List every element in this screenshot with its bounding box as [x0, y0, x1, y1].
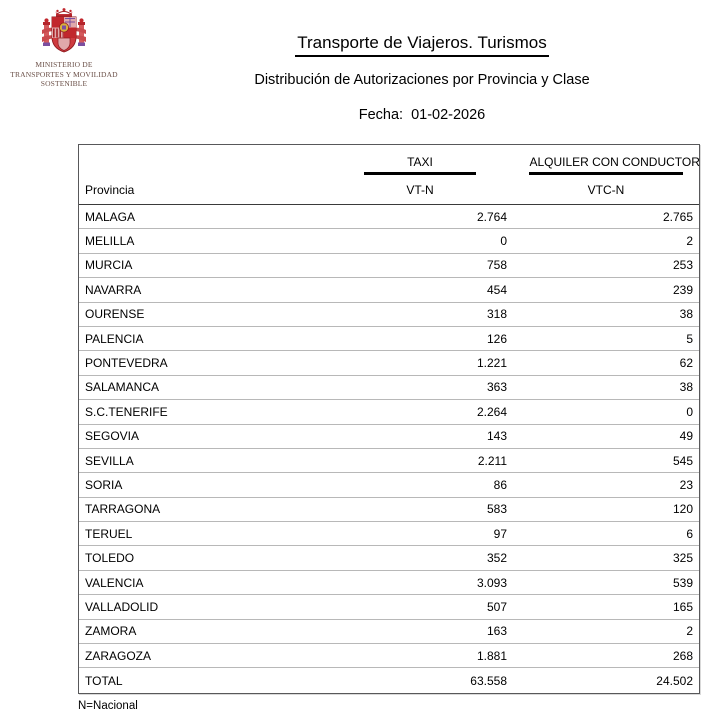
total-label: TOTAL [79, 668, 327, 694]
table-row [79, 424, 699, 448]
cell-vtc: 2 [513, 619, 699, 643]
cell-provincia: NAVARRA [79, 278, 327, 302]
cell-provincia: ZAMORA [79, 619, 327, 643]
cell-vtc: 5 [513, 326, 699, 350]
group-header-alquiler-label: ALQUILER CON CONDUCTOR [529, 155, 682, 175]
cell-vt: 583 [327, 497, 513, 521]
table-row [79, 473, 699, 497]
cell-vt: 2.764 [327, 205, 513, 229]
table-row [79, 619, 699, 643]
table-row [79, 375, 699, 399]
cell-provincia: ZARAGOZA [79, 644, 327, 668]
table-row [79, 644, 699, 668]
cell-provincia: SORIA [79, 473, 327, 497]
group-header-taxi-label: TAXI [364, 155, 475, 175]
cell-vtc: 23 [513, 473, 699, 497]
group-header-provincia [79, 145, 327, 176]
cell-provincia: TARRAGONA [79, 497, 327, 521]
column-header-vtc: VTC-N [513, 176, 699, 205]
table-row [79, 570, 699, 594]
cell-vt: 1.221 [327, 351, 513, 375]
table-row [79, 522, 699, 546]
cell-vt: 318 [327, 302, 513, 326]
cell-vtc: 38 [513, 302, 699, 326]
column-header-vt: VT-N [327, 176, 513, 205]
table-row [79, 546, 699, 570]
ministry-line-1: MINISTERIO DE [35, 60, 93, 69]
cell-vtc: 539 [513, 570, 699, 594]
table-row [79, 448, 699, 472]
cell-vt: 0 [327, 229, 513, 253]
total-vt: 63.558 [327, 668, 513, 694]
authorizations-table [79, 145, 699, 693]
cell-provincia: SALAMANCA [79, 375, 327, 399]
table-row [79, 497, 699, 521]
cell-vtc: 239 [513, 278, 699, 302]
cell-provincia: TERUEL [79, 522, 327, 546]
cell-vt: 97 [327, 522, 513, 546]
table-column-header-row [79, 176, 699, 205]
cell-vtc: 38 [513, 375, 699, 399]
letterhead [0, 4, 128, 89]
cell-vtc: 325 [513, 546, 699, 570]
cell-vt: 143 [327, 424, 513, 448]
cell-vtc: 253 [513, 253, 699, 277]
report-date-label: Fecha: [358, 107, 404, 123]
spain-coat-of-arms-icon [36, 4, 92, 60]
cell-vt: 163 [327, 619, 513, 643]
page-subtitle: Distribución de Autorizaciones por Provincia y Clase [254, 72, 590, 88]
table-foot [79, 668, 699, 694]
cell-vtc: 62 [513, 351, 699, 375]
cell-vtc: 2.765 [513, 205, 699, 229]
table-body [79, 205, 699, 668]
cell-provincia: TOLEDO [79, 546, 327, 570]
table-row [79, 253, 699, 277]
cell-vt: 1.881 [327, 644, 513, 668]
cell-provincia: MELILLA [79, 229, 327, 253]
cell-provincia: MURCIA [79, 253, 327, 277]
cell-provincia: VALENCIA [79, 570, 327, 594]
cell-vt: 2.264 [327, 400, 513, 424]
page-title: Transporte de Viajeros. Turismos [295, 33, 548, 57]
column-header-provincia: Provincia [79, 176, 327, 205]
cell-provincia: VALLADOLID [79, 595, 327, 619]
cell-vtc: 120 [513, 497, 699, 521]
document-header [128, 0, 716, 124]
cell-vt: 126 [327, 326, 513, 350]
cell-vt: 758 [327, 253, 513, 277]
table-row [79, 351, 699, 375]
table-row [79, 595, 699, 619]
cell-vtc: 545 [513, 448, 699, 472]
report-date-value: 01-02-2026 [411, 107, 486, 123]
table-row [79, 400, 699, 424]
table-row [79, 229, 699, 253]
cell-provincia: S.C.TENERIFE [79, 400, 327, 424]
table-row [79, 302, 699, 326]
report-date [128, 106, 716, 124]
cell-vtc: 2 [513, 229, 699, 253]
ministry-line-2: TRANSPORTES Y MOVILIDAD [10, 69, 118, 79]
cell-vtc: 165 [513, 595, 699, 619]
group-header-alquiler [513, 145, 699, 176]
table-total-row [79, 668, 699, 694]
cell-vtc: 0 [513, 400, 699, 424]
table-row [79, 278, 699, 302]
cell-provincia: PALENCIA [79, 326, 327, 350]
ministry-line-3: SOSTENIBLE [40, 79, 88, 88]
table-head [79, 145, 699, 205]
cell-provincia: MALAGA [79, 205, 327, 229]
cell-provincia: SEGOVIA [79, 424, 327, 448]
cell-provincia: SEVILLA [79, 448, 327, 472]
cell-vt: 454 [327, 278, 513, 302]
cell-vt: 3.093 [327, 570, 513, 594]
cell-vt: 2.211 [327, 448, 513, 472]
cell-vt: 507 [327, 595, 513, 619]
table-row [79, 326, 699, 350]
cell-vtc: 6 [513, 522, 699, 546]
cell-vt: 86 [327, 473, 513, 497]
cell-vtc: 49 [513, 424, 699, 448]
cell-vt: 352 [327, 546, 513, 570]
table-group-header-row [79, 145, 699, 176]
cell-provincia: PONTEVEDRA [79, 351, 327, 375]
cell-provincia: OURENSE [79, 302, 327, 326]
group-header-taxi [327, 145, 513, 176]
cell-vtc: 268 [513, 644, 699, 668]
table-row [79, 205, 699, 229]
total-vtc: 24.502 [513, 668, 699, 694]
report-table-container [78, 144, 700, 694]
footnote: N=Nacional [78, 700, 138, 712]
cell-vt: 363 [327, 375, 513, 399]
